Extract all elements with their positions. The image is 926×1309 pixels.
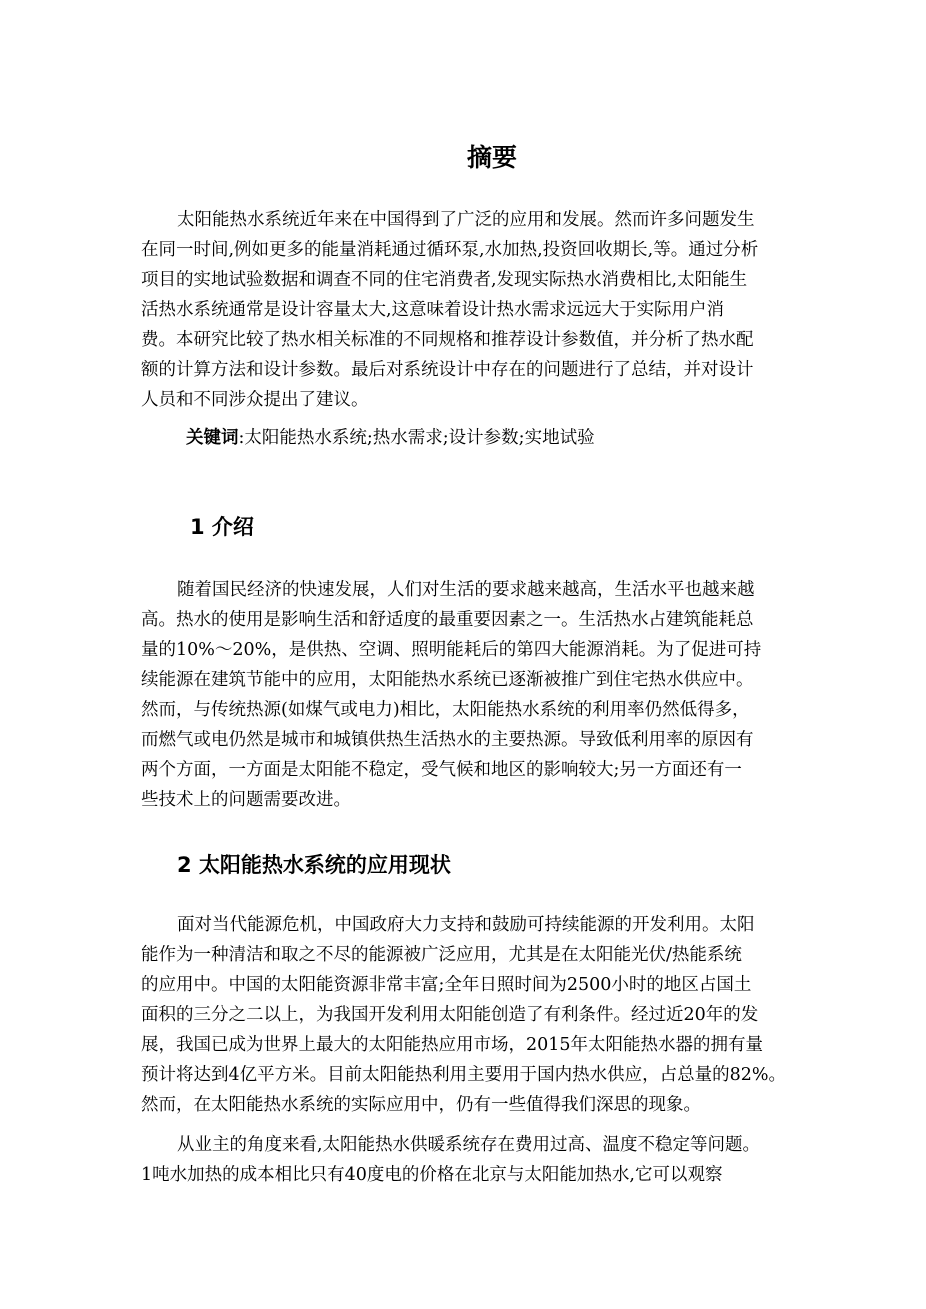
text-line: 从业主的角度来看,太阳能热水供暖系统存在费用过高、温度不稳定等问题。: [177, 1135, 761, 1155]
text-line: 项目的实地试验数据和调查不同的住宅消费者,发现实际热水消费相比,太阳能生: [141, 270, 748, 290]
application-paragraph-1: [141, 910, 821, 1120]
text-line: 展，我国已成为世界上最大的太阳能热应用市场，2015年太阳能热水器的拥有量: [141, 1035, 764, 1055]
application-paragraph-2: [141, 1130, 821, 1190]
abstract-title: 摘要: [466, 143, 517, 172]
text-line: 面对当代能源危机，中国政府大力支持和鼓励可持续能源的开发利用。太阳: [177, 915, 755, 935]
text-line: 些技术上的问题需要改进。: [141, 790, 351, 810]
text-line: 量的10%～20%，是供热、空调、照明能耗后的第四大能源消耗。为了促进可持: [141, 640, 762, 660]
text-line: 的应用中。中国的太阳能资源非常丰富;全年日照时间为2500小时的地区占国土: [141, 975, 752, 995]
text-line: 能作为一种清洁和取之不尽的能源被广泛应用，尤其是在太阳能光伏/热能系统: [141, 945, 742, 965]
text-line: 两个方面，一方面是太阳能不稳定，受气候和地区的影响较大;另一方面还有一: [141, 760, 742, 780]
keywords-text: :太阳能热水系统;热水需求;设计参数;实地试验: [238, 428, 595, 448]
text-line: 额的计算方法和设计参数。最后对系统设计中存在的问题进行了总结，并对设计: [141, 360, 754, 380]
text-line: 续能源在建筑节能中的应用，太阳能热水系统已逐渐被推广到住宅热水供应中。: [141, 670, 754, 690]
text-line: 高。热水的使用是影响生活和舒适度的最重要因素之一。生活热水占建筑能耗总: [141, 610, 754, 630]
text-line: 在同一时间,例如更多的能量消耗通过循环泵,水加热,投资回收期长,等。通过分析: [141, 240, 759, 260]
text-line: 随着国民经济的快速发展，人们对生活的要求越来越高，生活水平也越来越: [177, 580, 755, 600]
text-line: 然而，在太阳能热水系统的实际应用中，仍有一些值得我们深思的现象。: [141, 1095, 701, 1115]
text-line: 活热水系统通常是设计容量太大,这意味着设计热水需求远远大于实际用户消: [141, 300, 725, 320]
text-line: 面积的三分之二以上，为我国开发利用太阳能创造了有利条件。经过近20年的发: [141, 1005, 759, 1025]
section-heading-application-status: 2 太阳能热水系统的应用现状: [177, 853, 451, 877]
introduction-paragraph: [141, 575, 821, 815]
text-line: 然而，与传统热源(如煤气或电力)相比，太阳能热水系统的利用率仍然低得多，: [141, 700, 750, 720]
text-line: 1吨水加热的成本相比只有40度电的价格在北京与太阳能加热水,它可以观察: [141, 1165, 723, 1185]
text-line: 而燃气或电仍然是城市和城镇供热生活热水的主要热源。导致低利用率的原因有: [141, 730, 754, 750]
abstract-paragraph: [141, 205, 821, 415]
text-line: 费。本研究比较了热水相关标准的不同规格和推荐设计参数值，并分析了热水配: [141, 330, 754, 350]
section-heading-introduction: 1 介绍: [190, 515, 254, 539]
keywords-label: 关键词: [186, 428, 239, 448]
text-line: 预计将达到4亿平方米。目前太阳能热利用主要用于国内热水供应，占总量的82%。: [141, 1065, 787, 1085]
text-line: 太阳能热水系统近年来在中国得到了广泛的应用和发展。然而许多问题发生: [177, 210, 755, 230]
keywords-line: [141, 423, 821, 453]
text-line: 人员和不同涉众提出了建议。: [141, 390, 369, 410]
